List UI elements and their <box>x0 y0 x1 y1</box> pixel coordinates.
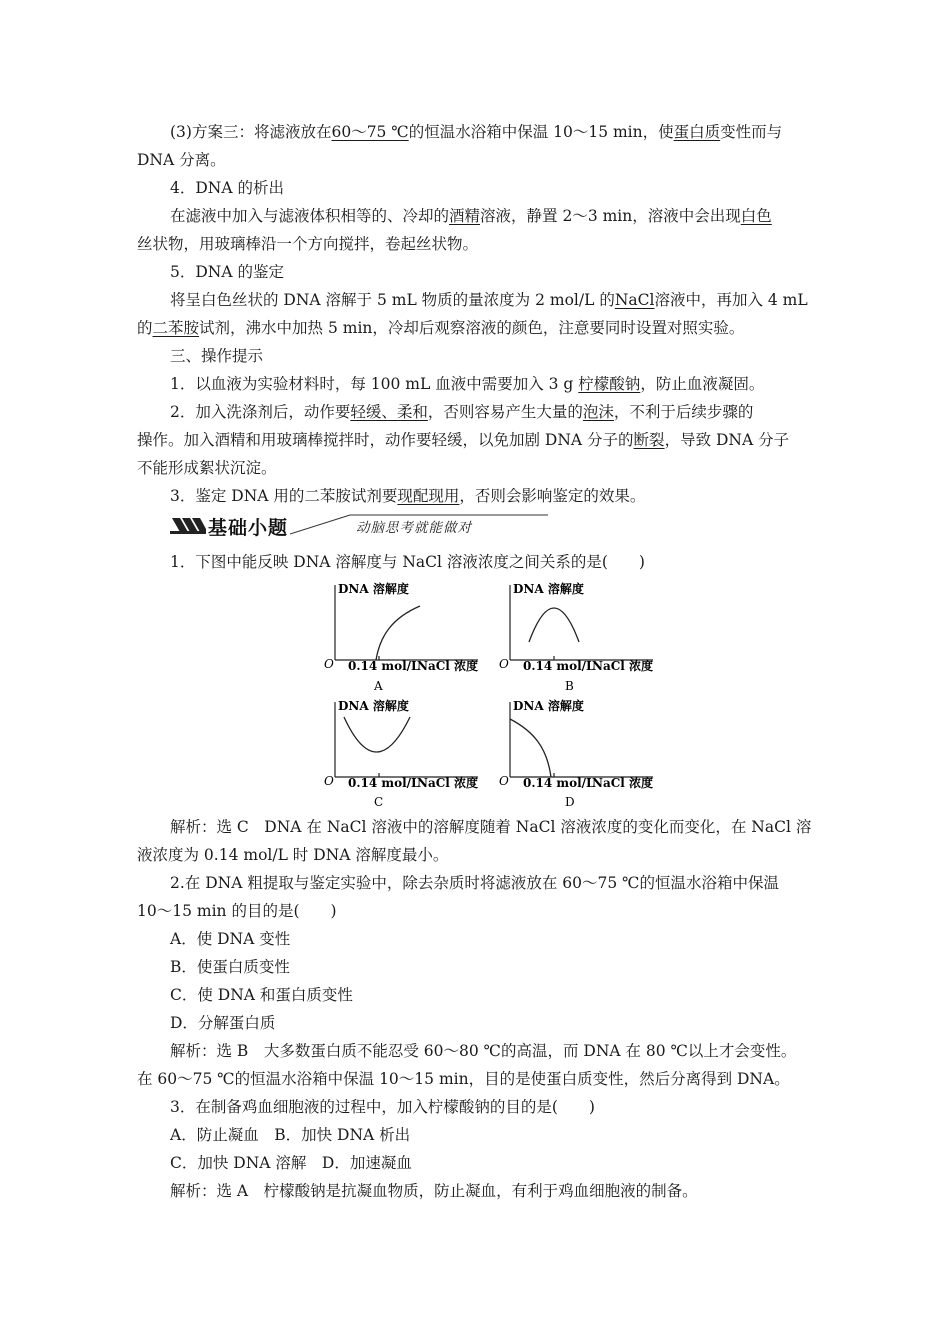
line-tip-2b: 操作。加入酒精和用玻璃棒搅拌时，动作要轻缓，以免加剧 DNA 分子的断裂，导致 DNA 分子 <box>137 431 790 449</box>
line-identification-1: 将呈白色丝状的 DNA 溶解于 5 mL 物质的量浓度为 2 mol/L 的NaCl溶液中，再加入 4 mL <box>170 291 808 309</box>
answer-2b: 在 60～75 ℃的恒温水浴箱中保温 10～15 min，目的是使蛋白质变性，然后分离得到 DNA。 <box>137 1070 790 1088</box>
line-tip-3: 3．鉴定 DNA 用的二苯胺试剂要现配现用，否则会影响鉴定的效果。 <box>170 487 646 505</box>
graph-d-xlabel: NaCl 浓度 <box>592 776 654 790</box>
graph-c-label: C <box>374 795 384 809</box>
line-tip-1: 1．以血液为实验材料时，每 100 mL 血液中需要加入 3 g 柠檬酸钠，防止血液凝固。 <box>170 375 765 393</box>
question-3-options-cd: C．加快 DNA 溶解 D．加速凝血 <box>170 1154 412 1172</box>
question-2a: 2.在 DNA 粗提取与鉴定实验中，除去杂质时将滤液放在 60～75 ℃的恒温水浴箱中保温 <box>170 874 779 892</box>
banner-title: 基础小题 <box>208 517 289 539</box>
line-tip-2a: 2．加入洗涤剂后，动作要轻缓、柔和，否则容易产生大量的泡沫，不利于后续步骤的 <box>170 403 754 421</box>
question-2-option-c: C．使 DNA 和蛋白质变性 <box>170 986 353 1004</box>
graph-c-ylabel: DNA 溶解度 <box>338 699 409 713</box>
question-2-option-b: B．使蛋白质变性 <box>170 958 290 976</box>
graph-option-b <box>495 578 660 698</box>
graph-option-d <box>495 695 660 815</box>
heading-dna-identification: 5．DNA 的鉴定 <box>170 263 284 281</box>
line-identification-2: 的二苯胺试剂，沸水中加热 5 min，冷却后观察溶液的颜色，注意要同时设置对照实验。 <box>137 319 745 337</box>
section-banner <box>170 512 550 538</box>
graph-b-xtick: 0.14 mol/L <box>523 659 595 673</box>
line-dna-separate: DNA 分离。 <box>137 151 226 169</box>
question-3: 3．在制备鸡血细胞液的过程中，加入柠檬酸钠的目的是( ) <box>170 1098 595 1116</box>
graph-option-a <box>320 578 485 698</box>
graph-b-origin: O <box>499 657 509 671</box>
heading-operation-tips: 三、操作提示 <box>170 347 264 365</box>
graph-c-xtick: 0.14 mol/L <box>348 776 420 790</box>
answer-3: 解析：选 A 柠檬酸钠是抗凝血物质，防止凝血，有利于鸡血细胞液的制备。 <box>170 1182 698 1200</box>
heading-dna-precipitation: 4．DNA 的析出 <box>170 179 284 197</box>
answer-1a: 解析：选 C DNA 在 NaCl 溶液中的溶解度随着 NaCl 溶液浓度的变化而变化，在 NaCl 溶 <box>170 818 812 836</box>
line-tip-2c: 不能形成絮状沉淀。 <box>137 459 277 477</box>
graph-b-label: B <box>565 679 574 693</box>
banner-subtitle: 动脑思考就能做对 <box>356 520 472 536</box>
graph-c-origin: O <box>324 774 334 788</box>
graph-option-c <box>320 695 485 815</box>
line-precipitation-1: 在滤液中加入与滤液体积相等的、冷却的酒精溶液，静置 2～3 min，溶液中会出现白色 <box>170 207 772 225</box>
graph-b-ylabel: DNA 溶解度 <box>513 582 584 596</box>
graph-a-origin: O <box>324 657 334 671</box>
answer-2a: 解析：选 B 大多数蛋白质不能忍受 60～80 ℃的高温，而 DNA 在 80 ℃以上才会变性。 <box>170 1042 797 1060</box>
graph-a-xlabel: NaCl 浓度 <box>417 659 479 673</box>
banner-stripes-icon <box>170 516 206 534</box>
answer-1b: 液浓度为 0.14 mol/L 时 DNA 溶解度最小。 <box>137 846 449 864</box>
graph-b-xlabel: NaCl 浓度 <box>592 659 654 673</box>
question-2-option-d: D．分解蛋白质 <box>170 1014 276 1032</box>
graph-a-label: A <box>374 679 383 693</box>
graph-a-ylabel: DNA 溶解度 <box>338 582 409 596</box>
graph-d-ylabel: DNA 溶解度 <box>513 699 584 713</box>
question-2-option-a: A．使 DNA 变性 <box>170 930 291 948</box>
question-1: 1．下图中能反映 DNA 溶解度与 NaCl 溶液浓度之间关系的是( ) <box>170 553 645 571</box>
line-precipitation-2: 丝状物，用玻璃棒沿一个方向搅拌，卷起丝状物。 <box>137 235 479 253</box>
graph-c-xlabel: NaCl 浓度 <box>417 776 479 790</box>
graph-d-xtick: 0.14 mol/L <box>523 776 595 790</box>
graph-d-label: D <box>565 795 575 809</box>
question-3-options-ab: A．防止凝血 B．加快 DNA 析出 <box>170 1126 411 1144</box>
question-2b: 10～15 min 的目的是( ) <box>137 902 337 920</box>
graph-a-xtick: 0.14 mol/L <box>348 659 420 673</box>
graph-d-origin: O <box>499 774 509 788</box>
line-scheme-three: (3)方案三：将滤液放在60～75 ℃的恒温水浴箱中保温 10～15 min，使蛋白质变性而与 <box>170 123 783 141</box>
